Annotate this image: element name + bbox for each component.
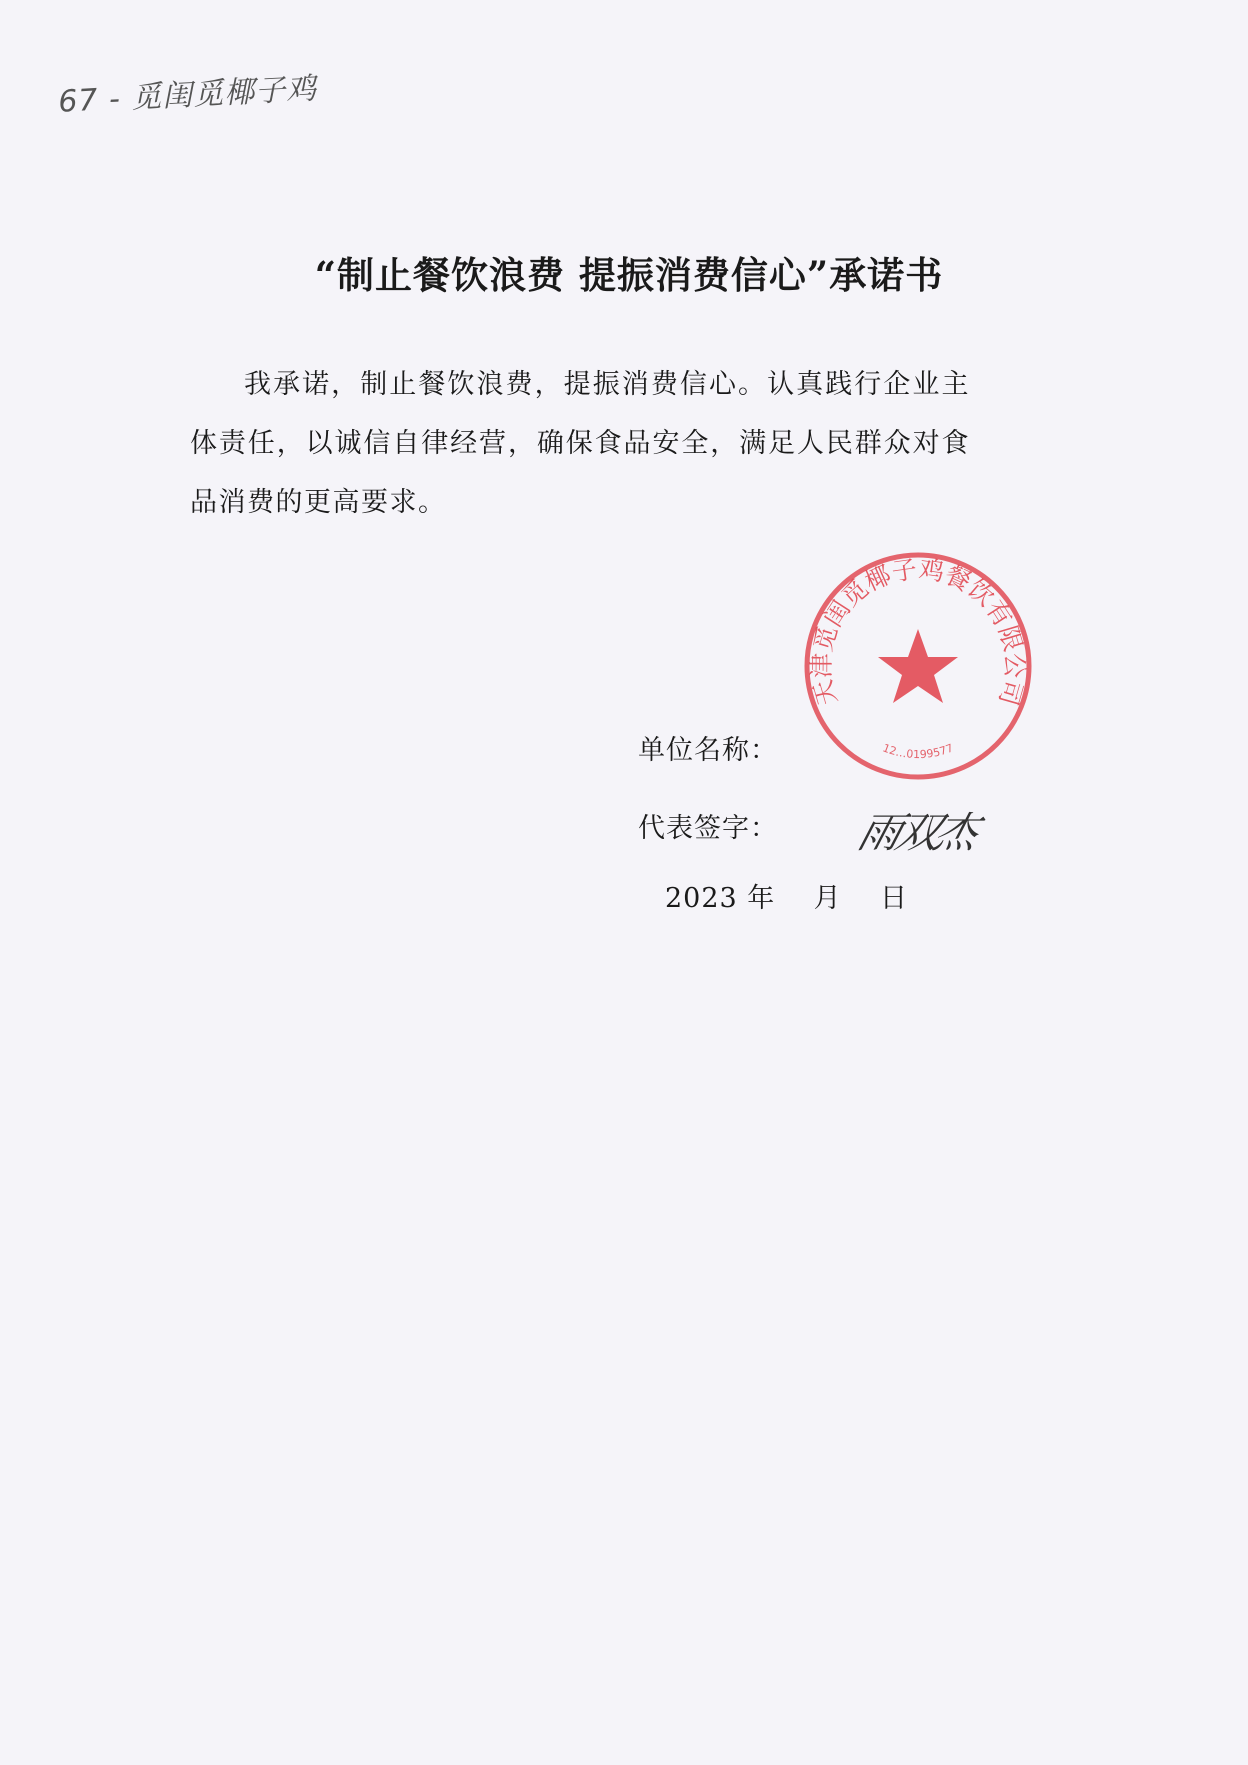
handwritten-signature: 雨双杰 (852, 808, 980, 857)
seal-number: 12…0199577 (880, 741, 956, 762)
seal-text: 天津觅闺觅椰子鸡餐饮有限公司 (806, 554, 1030, 709)
representative-signature-label: 代表签字： (638, 813, 778, 844)
date-line: 2023 年 月 日 (665, 883, 908, 914)
svg-text:12…0199577 (881, 741, 955, 761)
pledge-body: 我承诺，制止餐饮浪费，提振消费信心。认真践行企业主体责任，以诚信自律经营，确保食品安全，满足人民群众对食品消费的更高要求。 (190, 369, 970, 518)
company-seal (800, 548, 1036, 784)
star-icon (878, 629, 958, 703)
unit-name-label: 单位名称： (638, 735, 778, 766)
handwritten-note: 67 - 觅闺觅椰子鸡 (57, 71, 318, 120)
document-title: “制止餐饮浪费 提振消费信心”承诺书 (314, 253, 944, 297)
